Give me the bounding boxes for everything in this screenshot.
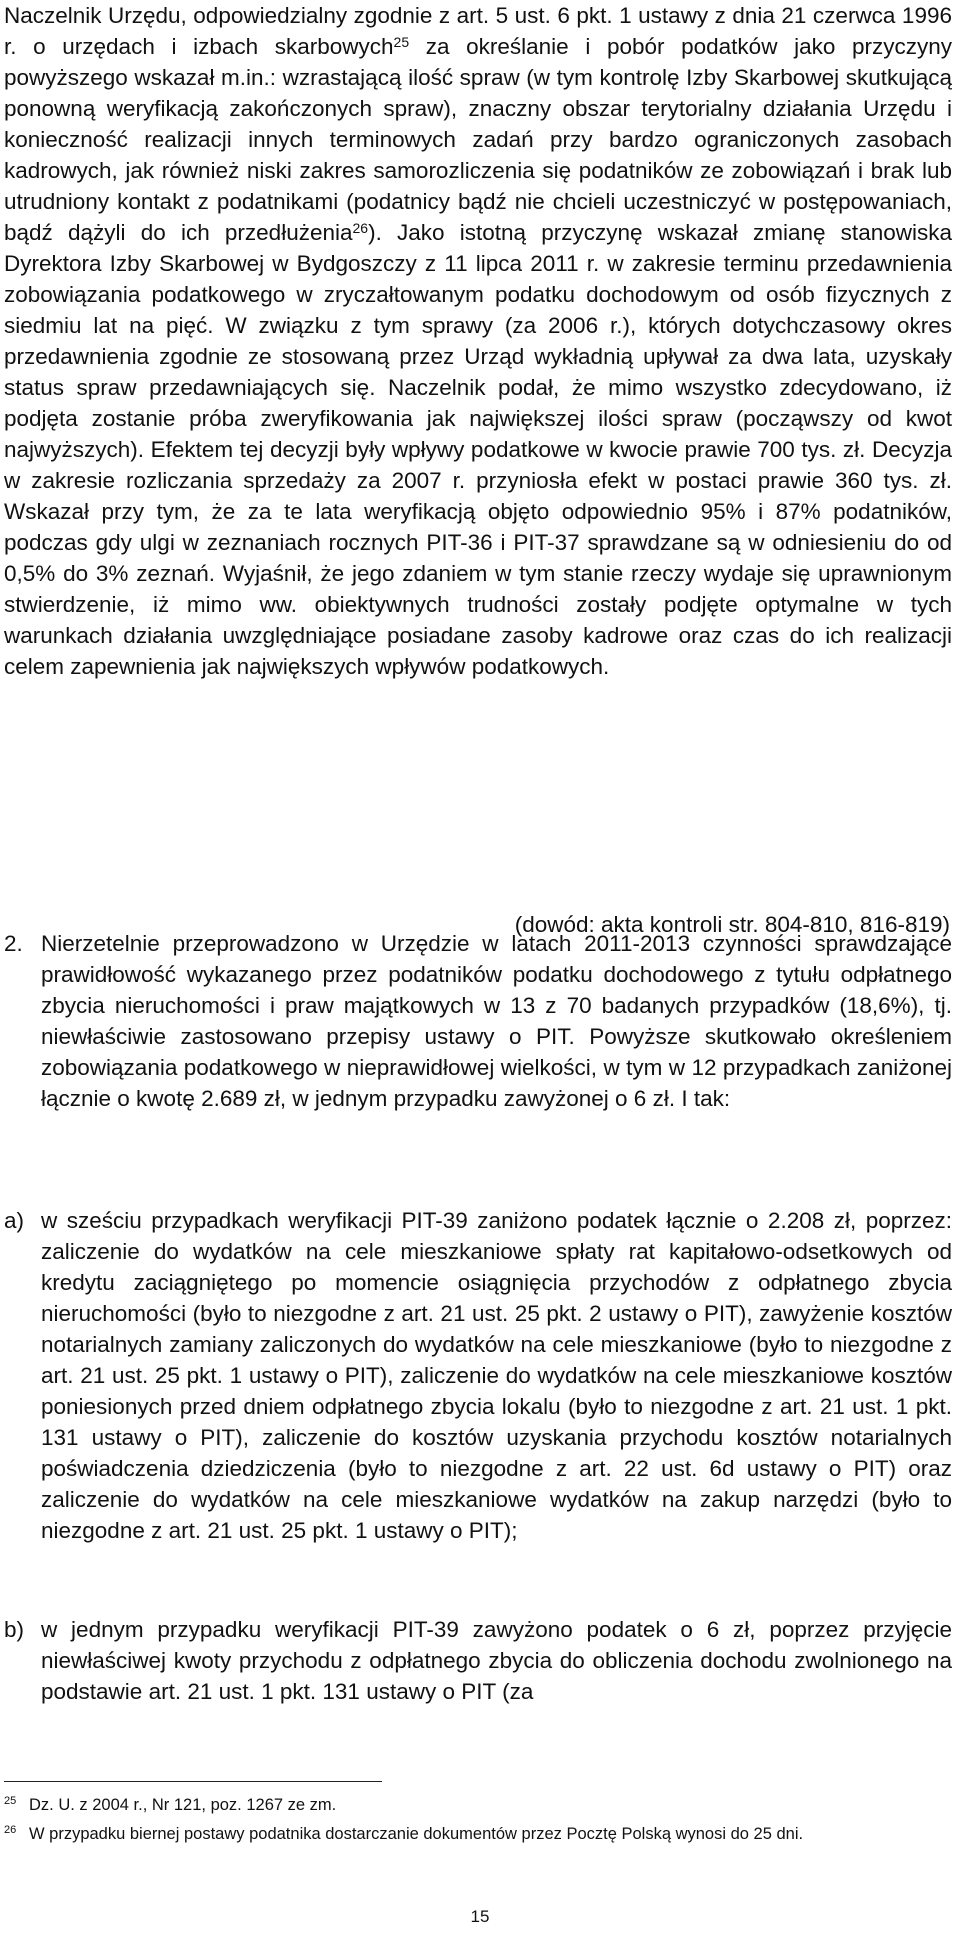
footnote-text: W przypadku biernej postawy podatnika dostarczanie dokumentów przez Pocztę Polską wynosi do 25 dni. (29, 1825, 804, 1843)
intro-text-part-3: ). Jako istotną przyczynę wskazał zmianę stanowiska Dyrektora Izby Skarbowej w Bydgoszczy z 11 lipca 2011 r. w zakresie terminu przedawnienia zobowiązania podatkowego w zryczałtowanym podatku dochodowym od osób fizycznych z siedmiu lat na pięć. W związku z tym sprawy (za 2006 r.), których dotychczasowy okres przedawnienia zgodnie ze stosowaną przez Urząd wykładnią upływał za dwa lata, uzyskały status spraw przedawniających się. Naczelnik podał, że mimo wszystko zdecydowano, iż podjęta zostanie próba zweryfikowania jak największej ilości spraw (począwszy od kwot najwyższych). Efektem tej decyzji były wpływy podatkowe w kwocie prawie 700 tys. zł. Decyzja w zakresie rozliczania sprzedaży za 2007 r. przyniosła efekt w postaci prawie 360 tys. zł. Wskazał przy tym, że za te lata weryfikacją objęto odpowiednio 95% i 87% podatników, podczas gdy ulgi w zeznaniach rocznych PIT-36 i PIT-37 sprawdzane są w odniesieniu do od 0,5% do 3% zeznań. Wyjaśnił, że jego zdaniem w tym stanie rzeczy wydaje się uprawnionym stwierdzenie, iż mimo ww. obiektywnych trudności zostały podjęte optymalne w tych warunkach działania uwzględniające posiadane zasoby kadrowe oraz czas do ich realizacji celem zapewnienia jak największych wpływów podatkowych. (4, 220, 952, 679)
footnote-separator (4, 1781, 382, 1782)
footnote-ref-26[interactable]: 26 (352, 220, 369, 236)
page-number: 15 (470, 1907, 490, 1926)
list-marker-2: 2. (4, 931, 23, 956)
footnote-text: Dz. U. z 2004 r., Nr 121, poz. 1267 ze zm. (29, 1796, 337, 1814)
list-item-b (4, 1614, 952, 1707)
list-item-a-text: w sześciu przypadkach weryfikacji PIT-39 zaniżono podatek łącznie o 2.208 zł, poprzez: zaliczenie do wydatków na cele mieszkaniowe spłaty rat kapitałowo-odsetkowych od kredytu zaciągniętego po momencie osiągnięcia przychodów z odpłatnego zbycia nieruchomości (było to niezgodne z art. 21 ust. 25 pkt. 2 ustawy o PIT), zawyżenie kosztów notarialnych zamiany zaliczonych do wydatków na cele mieszkaniowe (było to niezgodne z art. 21 ust. 25 pkt. 1 ustawy o PIT), zaliczenie do wydatków na cele mieszkaniowe kosztów poniesionych przed dniem odpłatnego zbycia lokalu (było to niezgodne z art. 21 ust. 1 pkt. 131 ustawy o PIT), zaliczenie do kosztów uzyskania przychodu kosztów notarialnych poświadczenia dziedziczenia (było to niezgodne z art. 22 ust. 6d ustawy o PIT) oraz zaliczenie do wydatków na cele mieszkaniowe wydatków na zakup narzędzi (było to niezgodne z art. 21 ust. 25 pkt. 1 ustawy o PIT); (41, 1208, 952, 1543)
evidence-citation: (dowód: akta kontroli str. 804-810, 816-819) (514, 912, 950, 937)
list-item-2 (4, 928, 952, 1114)
list-item-b-text: w jednym przypadku weryfikacji PIT-39 zawyżono podatek o 6 zł, poprzez przyjęcie niewłaściwej kwoty przychodu z odpłatnego zbycia do obliczenia dochodu zwolnionego na podstawie art. 21 ust. 1 pkt. 131 ustawy o PIT (za (41, 1617, 952, 1704)
list-marker-a: a) (4, 1208, 25, 1233)
list-item-2-text: Nierzetelnie przeprowadzono w Urzędzie w latach 2011-2013 czynności sprawdzające prawidłowość wykazanego przez podatników podatku dochodowego z tytułu odpłatnego zbycia nieruchomości i praw majątkowych w 13 z 70 badanych przypadków (18,6%), tj. niewłaściwie zastosowano przepisy ustawy o PIT. Powyższe skutkowało określeniem zobowiązania podatkowego w nieprawidłowej wielkości, w tym w 12 przypadkach zaniżonej łącznie o kwotę 2.689 zł, w jednym przypadku zawyżonej o 6 zł. I tak: (41, 931, 952, 1111)
footnote-number: 26 (4, 1824, 17, 1836)
intro-text-part-1: Naczelnik Urzędu, odpowiedzialny zgodnie z art. 5 ust. 6 pkt. 1 ustawy z dnia 21 czerwca 1996 r. o urzędach i izbach skarbowych (4, 3, 952, 59)
intro-text-part-2: za określanie i pobór podatków jako przyczyny powyższego wskazał m.in.: wzrastającą ilość spraw (w tym kontrolę Izby Skarbowej skutkującą ponowną weryfikacją zakończonych spraw), znaczny obszar terytorialny działania Urzędu i konieczność realizacji innych terminowych zadań przy bardzo ograniczonych zasobach kadrowych, jak również niski zakres samorozliczenia się podatników ze zobowiązań i brak lub utrudniony kontakt z podatnikami (podatnicy bądź nie chcieli uczestniczyć w postępowaniach, bądź dążyli do ich przedłużenia (4, 34, 952, 245)
footnote-26 (4, 1819, 952, 1845)
list-item-a (4, 1205, 952, 1546)
footnote-25 (4, 1790, 952, 1816)
intro-paragraph (4, 0, 952, 682)
list-marker-b: b) (4, 1617, 25, 1642)
footnote-ref-25[interactable]: 25 (393, 34, 410, 50)
footnote-number: 25 (4, 1795, 17, 1807)
